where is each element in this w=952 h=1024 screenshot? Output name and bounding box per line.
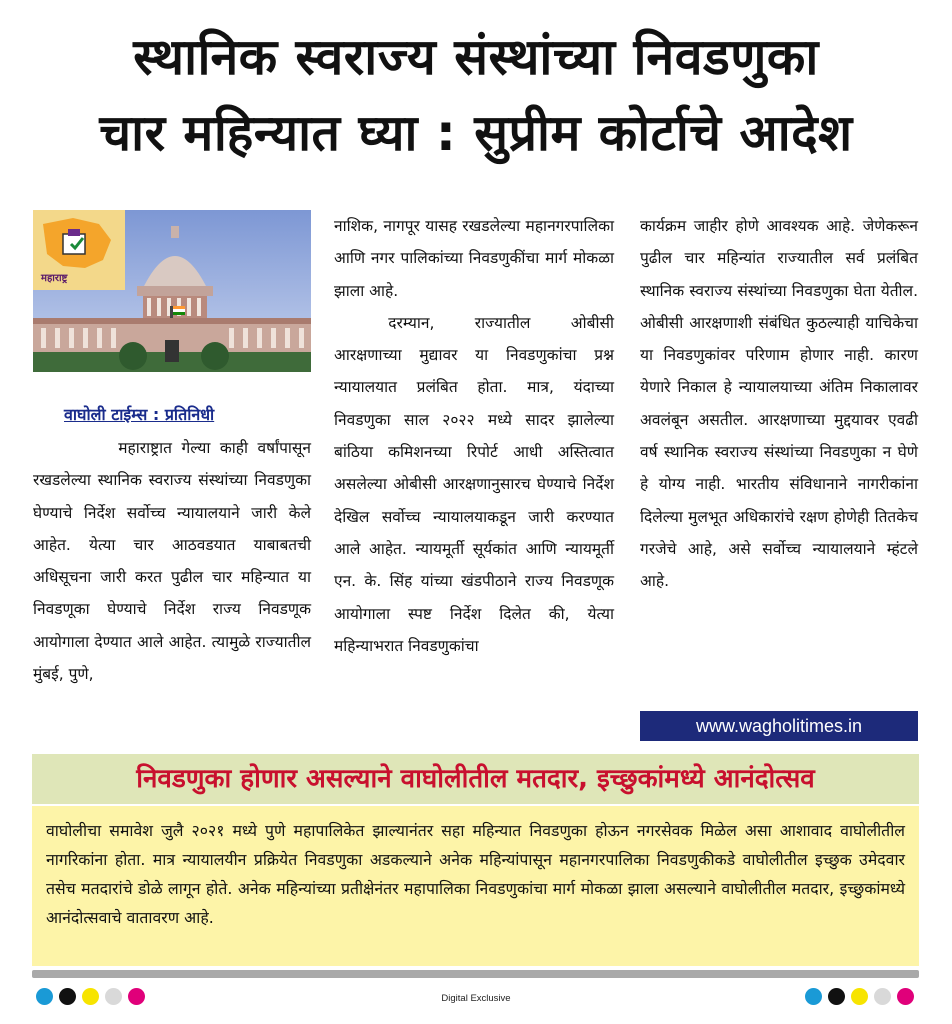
supreme-court-photo [33,210,311,372]
supreme-court-illustration [33,210,311,372]
article-column-3 [640,210,918,598]
footer-divider [32,970,919,978]
sub-headline: निवडणुका होणार असल्याने वाघोलीतील मतदार, इच्छुकांमध्ये आनंदोत्सव [32,754,919,804]
black-dot [828,988,845,1005]
footer-label: Digital Exclusive [441,993,511,1004]
headline-line-1: स्थानिक स्वराज्य संस्थांच्या निवडणुका [133,28,819,86]
article-paragraph: महाराष्ट्रात गेल्या काही वर्षांपासून रखडलेल्या स्थानिक स्वराज्य संस्थांच्या निवडणुका घेण्याचे निर्देश सर्वोच्च न्यायालयाने जारी केले आहेत. येत्या चार आठवडयात याबाबतची अधिसूचना जारी करत पुढील चार महिन्यात या निवडणूका घेण्याचे निर्देश राज्य निवडणूक आयोगाला देण्यात आले आहेत. त्यामुळे राज्यातील मुंबई, पुणे, [33,439,311,684]
sub-article-text: वाघोलीचा समावेश जुलै २०२१ मध्ये पुणे महापालिकेत झाल्यानंतर सहा महिन्यात निवडणुका होऊन नगरसेवक मिळेल असा आशावाद वाघोलीतील नागरिकांना होता. मात्र न्यायालयीन प्रक्रियेत निवडणुका अडकल्याने अनेक महिन्यांपासून महानगरपालिका निवडणुकीकडे वाघोलीतील इच्छुक उमेदवार तसेच मतदारांचे डोळे लागून होते. अनेक महिन्यांच्या प्रतीक्षेनंतर महापालिका निवडणुकांचा मार्ग मोकळा झाला असल्याने वाघोलीतील मतदार, इच्छुकांमध्ये आनंदोत्सवाचे वातावरण आहे. [46,821,905,927]
grey-dot [874,988,891,1005]
article-column-2 [334,210,614,662]
sub-article-box [32,806,919,966]
article-paragraph: नाशिक, नागपूर यासह रखडलेल्या महानगरपालिका आणि नगर पालिकांच्या निवडणुकींचा मार्ग मोकळा झाला आहे. [334,217,614,300]
headline-line-2: चार महिन्यात घ्या : सुप्रीम कोर्टाचे आदेश [99,104,853,162]
registration-dots-right [805,988,914,1005]
cyan-dot [805,988,822,1005]
yellow-dot [851,988,868,1005]
article-column-1 [33,432,311,690]
magenta-dot [897,988,914,1005]
website-url[interactable]: www.wagholitimes.in [640,711,918,741]
byline: वाघोली टाईम्स : प्रतिनिधी [64,405,215,424]
photo-logo-caption: महाराष्ट्र [41,273,68,284]
article-paragraph: दरम्यान, राज्यातील ओबीसी आरक्षणाच्या मुद्यावर या निवडणुकांचा प्रश्न न्यायालयात प्रलंबित होता. मात्र, यंदाच्या निवडणुका साल २०२२ मध्ये सादर झालेल्या बांठिया कमिशनच्या रिपोर्ट आधी अस्तित्वात असलेल्या ओबीसी आरक्षणानुसारच घेण्याचे निर्देश देखिल सर्वोच्च न्यायालयाकडून जारी करण्यात आले आहेत. न्यायमूर्ती सूर्यकांत आणि न्यायमूर्ती एन. के. सिंह यांच्या खंडपीठाने राज्य निवडणूक आयोगाला स्पष्ट निर्देश दिलेत की, येत्या महिन्याभरात निवडणुकांचा [334,313,614,655]
article-paragraph: कार्यक्रम जाहीर होणे आवश्यक आहे. जेणेकरून पुढील चार महिन्यांत राज्यातील सर्व प्रलंबित स्थानिक स्वराज्य संस्थांच्या निवडणुका घेता येतील. ओबीसी आरक्षणाशी संबंधित कुठल्याही याचिकेचा या निवडणुकांवर परिणाम होणार नाही. कारण येणारे निकाल हे न्यायालयाच्या अंतिम निकालावर अवलंबून असतील. आरक्षणाच्या मुद्दयावर एवढी वर्ष स्थानिक स्वराज्य संस्थांच्या निवडणुका न घेणे हे योग्य नाही. भारतीय संविधानाने नागरीकांना दिलेल्या मुलभूत अधिकारांचे रक्षण होणेही तितकेच गरजेचे आहे, असे सर्वोच्च न्यायालयाने म्हंटले आहे. [640,217,918,591]
